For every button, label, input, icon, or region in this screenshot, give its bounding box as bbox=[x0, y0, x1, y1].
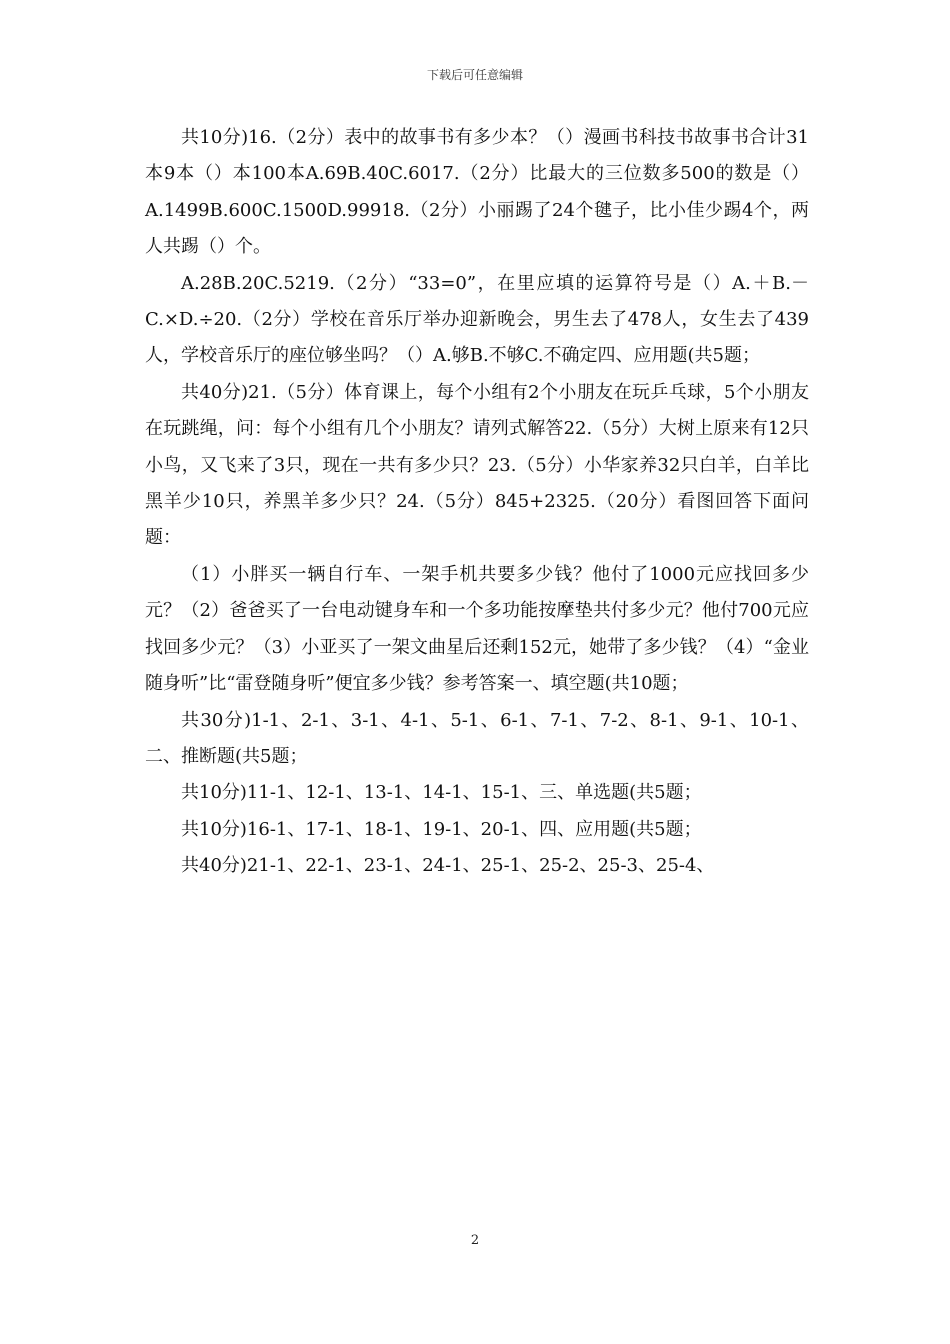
paragraph-2: A.28B.20C.5219.（2分）“33=0”，在里应填的运算符号是（）A.＋B.－C.×D.÷20.（2分）学校在音乐厅举办迎新晚会，男生去了478人，女生去了439人，学校音乐厅的座位够坐吗？（）A.够B.不够C.不确定四、应用题(共5题； bbox=[145, 272, 809, 367]
page-number: 2 bbox=[470, 1233, 480, 1248]
paragraph-3: 共40分)21.（5分）体育课上，每个小组有2个小朋友在玩乒乓球，5个小朋友在玩跳绳，问：每个小组有几个小朋友？请列式解答22.（5分）大树上原来有12只小鸟，又飞来了3只，现在一共有多少只？23.（5分）小华家养32只白羊，白羊比黑羊少10只，养黑羊多少只？24.（5分）845+2325.（20分）看图回答下面问题： bbox=[145, 381, 809, 549]
page-header: 下载后可任意编辑 bbox=[426, 68, 523, 82]
paragraph-4: （1）小胖买一辆自行车、一架手机共要多少钱？他付了1000元应找回多少元？（2）爸爸买了一台电动键身车和一个多功能按摩垫共付多少元？他付700元应找回多少元？（3）小亚买了一架文曲星后还剩152元，她带了多少钱？（4）“金业随身听”比“雷登随身听”便宜多少钱？参考答案一、填空题(共10题； bbox=[145, 563, 809, 695]
paragraph-1: 共10分)16.（2分）表中的故事书有多少本？（）漫画书科技书故事书合计31本9本（）本100本A.69B.40C.6017.（2分）比最大的三位数多500的数是（）A.1499B.600C.1500D.99918.（2分）小丽踢了24个毽子，比小佳少踢4个，两人共踢（）个。 bbox=[145, 127, 809, 258]
document-body bbox=[145, 120, 809, 885]
paragraph-8: 共40分)21-1、22-1、23-1、24-1、25-1、25-2、25-3、25-4、 bbox=[181, 855, 715, 877]
paragraph-5: 共30分)1-1、2-1、3-1、4-1、5-1、6-1、7-1、7-2、8-1、9-1、10-1、二、推断题(共5题； bbox=[145, 709, 809, 767]
paragraph-7: 共10分)16-1、17-1、18-1、19-1、20-1、四、应用题(共5题； bbox=[181, 818, 702, 840]
paragraph-6: 共10分)11-1、12-1、13-1、14-1、15-1、三、单选题(共5题； bbox=[181, 782, 702, 804]
